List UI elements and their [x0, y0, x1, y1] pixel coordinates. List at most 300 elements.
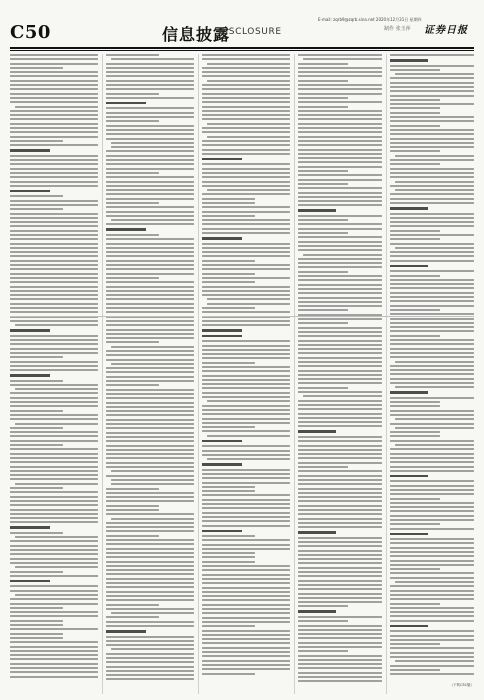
text-line	[390, 369, 474, 371]
text-line	[10, 448, 98, 450]
text-line	[202, 599, 290, 601]
text-line	[10, 384, 98, 386]
text-line	[111, 483, 194, 485]
text-line	[390, 202, 474, 204]
text-line	[395, 660, 474, 662]
text-line	[111, 142, 194, 144]
text-line	[298, 672, 382, 674]
text-line	[106, 176, 194, 178]
text-line	[106, 107, 194, 109]
text-line	[202, 651, 290, 653]
section-heading-line	[298, 209, 336, 212]
text-line	[390, 607, 474, 609]
text-line	[106, 337, 194, 339]
text-line	[390, 95, 474, 97]
text-line	[390, 112, 440, 114]
text-line	[106, 621, 194, 623]
text-line	[10, 181, 98, 183]
text-line	[10, 496, 98, 498]
section-heading-line	[202, 440, 242, 443]
text-line	[106, 457, 194, 459]
text-line	[390, 630, 474, 632]
text-line	[390, 99, 440, 101]
text-line	[10, 127, 98, 129]
text-line	[202, 228, 290, 230]
text-line	[202, 578, 290, 580]
text-line	[390, 305, 474, 307]
text-line	[390, 142, 474, 144]
text-line	[202, 535, 255, 537]
text-line	[298, 309, 348, 311]
text-line	[298, 505, 382, 507]
text-line	[10, 553, 98, 555]
text-line	[106, 530, 194, 532]
text-line	[106, 277, 159, 279]
text-line	[298, 663, 382, 665]
text-line	[390, 453, 474, 455]
text-line	[106, 380, 194, 382]
text-line	[202, 396, 290, 398]
text-line	[202, 131, 290, 133]
text-column-1	[10, 54, 98, 694]
text-line	[202, 569, 290, 571]
text-line	[106, 616, 159, 618]
text-line	[298, 228, 382, 230]
text-line	[202, 418, 290, 420]
text-line	[298, 297, 382, 299]
text-line	[106, 410, 194, 412]
text-line	[298, 391, 382, 393]
text-line	[202, 634, 290, 636]
text-line	[202, 544, 290, 546]
text-line	[106, 243, 194, 245]
text-line	[106, 264, 194, 266]
continued-note: （下转C51版）	[449, 683, 474, 687]
text-line	[10, 431, 98, 433]
text-line	[10, 509, 98, 511]
text-line	[10, 585, 98, 587]
text-line	[390, 590, 474, 592]
text-line	[111, 648, 194, 650]
text-line	[298, 413, 382, 415]
text-line	[298, 382, 382, 384]
text-line	[298, 275, 382, 277]
text-line	[10, 307, 98, 309]
text-line	[10, 234, 98, 236]
text-line	[202, 608, 290, 610]
text-line	[390, 251, 474, 253]
section-heading-line	[10, 374, 50, 377]
text-line	[10, 633, 63, 635]
text-line	[298, 258, 382, 260]
text-line	[10, 110, 98, 112]
text-line	[390, 150, 440, 152]
text-line	[106, 324, 194, 326]
text-line	[395, 361, 474, 363]
text-line	[106, 402, 194, 404]
text-line	[298, 492, 382, 494]
text-line	[106, 268, 194, 270]
text-line	[10, 195, 63, 197]
text-line	[395, 444, 474, 446]
text-line	[111, 470, 194, 472]
text-line	[202, 409, 290, 411]
text-line	[106, 670, 194, 672]
text-line	[202, 638, 290, 640]
text-line	[202, 454, 290, 456]
text-line	[298, 629, 382, 631]
text-line	[395, 181, 474, 183]
text-line	[106, 599, 194, 601]
section-heading-line	[106, 228, 146, 231]
text-line	[202, 353, 290, 355]
text-line	[10, 123, 98, 125]
text-line	[106, 120, 159, 122]
text-line	[202, 642, 290, 644]
text-line	[298, 400, 382, 402]
column-divider	[294, 54, 295, 694]
text-line	[298, 301, 382, 303]
article-divider	[10, 316, 194, 317]
text-line	[298, 479, 382, 481]
text-line	[106, 320, 194, 322]
text-line	[298, 550, 382, 552]
text-line	[10, 343, 98, 345]
text-line	[298, 71, 382, 73]
text-line	[202, 561, 255, 563]
text-line	[10, 67, 63, 69]
text-line	[298, 245, 382, 247]
text-line	[298, 593, 382, 595]
text-line	[298, 88, 382, 90]
text-line	[202, 405, 290, 407]
text-line	[298, 374, 382, 376]
text-line	[298, 140, 382, 142]
text-line	[390, 577, 474, 579]
text-line	[298, 123, 382, 125]
text-line	[202, 490, 255, 492]
text-line	[390, 238, 440, 240]
text-line	[207, 400, 290, 402]
text-line	[390, 665, 474, 667]
text-line	[202, 255, 290, 257]
text-line	[106, 341, 159, 343]
text-line	[390, 656, 474, 658]
text-line	[202, 362, 255, 364]
text-line	[111, 479, 194, 481]
text-line	[390, 279, 474, 281]
text-line	[298, 144, 382, 146]
text-line	[390, 326, 474, 328]
text-line	[10, 440, 98, 442]
text-line	[390, 86, 474, 88]
text-line	[390, 564, 474, 566]
text-line	[202, 54, 290, 56]
text-line	[202, 290, 290, 292]
article-divider	[202, 316, 474, 317]
text-line	[10, 290, 98, 292]
text-line	[106, 234, 159, 236]
text-line	[15, 106, 98, 108]
text-line	[298, 659, 382, 661]
text-line	[10, 260, 98, 262]
text-line	[298, 170, 348, 172]
text-line	[106, 311, 194, 313]
text-line	[106, 406, 194, 408]
text-line	[15, 324, 98, 326]
text-line	[390, 339, 474, 341]
text-line	[106, 636, 194, 638]
text-line	[106, 97, 194, 99]
text-line	[111, 346, 194, 348]
text-line	[390, 120, 474, 122]
text-line	[10, 637, 63, 639]
text-line	[106, 389, 194, 391]
text-line	[390, 603, 440, 605]
text-line	[390, 309, 440, 311]
text-line	[390, 82, 474, 84]
text-line	[106, 466, 194, 468]
brand-editor-credit: 制作 张玉萍	[384, 26, 411, 32]
text-line	[15, 536, 98, 538]
text-line	[10, 361, 98, 363]
text-line	[106, 329, 194, 331]
text-line	[390, 125, 440, 127]
text-line	[202, 176, 290, 178]
text-line	[390, 502, 474, 504]
text-line	[10, 410, 63, 412]
text-line	[390, 519, 474, 521]
text-line	[10, 663, 98, 665]
text-line	[298, 318, 382, 320]
text-line	[106, 350, 194, 352]
text-line	[390, 335, 440, 337]
text-line	[207, 123, 290, 125]
text-line	[390, 635, 474, 637]
text-line	[202, 193, 290, 195]
text-line	[10, 131, 98, 133]
text-line	[390, 365, 474, 367]
text-line	[298, 483, 382, 485]
text-line	[106, 133, 194, 135]
text-line	[390, 234, 474, 236]
text-line	[106, 561, 194, 563]
text-line	[202, 660, 290, 662]
text-line	[390, 493, 474, 495]
text-line	[390, 498, 440, 500]
text-line	[202, 617, 290, 619]
text-line	[202, 118, 290, 120]
text-line	[15, 388, 98, 390]
section-heading-line	[10, 526, 50, 529]
text-line	[298, 223, 382, 225]
text-line	[390, 435, 440, 437]
text-line	[202, 163, 290, 165]
text-line	[111, 146, 194, 148]
text-line	[10, 144, 98, 146]
text-line	[390, 77, 474, 79]
text-line	[298, 387, 348, 389]
text-line	[390, 348, 474, 350]
text-line	[202, 507, 290, 509]
text-line	[106, 582, 194, 584]
text-line	[10, 54, 98, 56]
text-line	[202, 655, 290, 657]
text-line	[106, 543, 194, 545]
text-line	[202, 185, 290, 187]
text-line	[390, 133, 474, 135]
text-line	[298, 676, 382, 678]
text-line	[202, 307, 255, 309]
text-line	[202, 215, 255, 217]
text-line	[390, 466, 474, 468]
text-line	[202, 413, 290, 415]
text-line	[106, 462, 194, 464]
text-line	[298, 157, 382, 159]
text-line	[298, 605, 348, 607]
text-line	[298, 266, 382, 268]
text-line	[298, 352, 382, 354]
text-line	[390, 594, 474, 596]
text-line	[106, 453, 194, 455]
text-line	[106, 75, 194, 77]
text-line	[202, 144, 290, 146]
text-line	[10, 558, 98, 560]
text-column-3	[202, 54, 290, 694]
text-line	[298, 421, 382, 423]
text-line	[390, 510, 474, 512]
text-line	[10, 641, 98, 643]
text-line	[202, 587, 290, 589]
text-line	[390, 260, 474, 262]
text-line	[10, 225, 98, 227]
text-line	[298, 288, 382, 290]
text-line	[298, 232, 348, 234]
text-line	[298, 361, 382, 363]
text-line	[298, 292, 382, 294]
text-line	[298, 625, 382, 627]
text-line	[10, 213, 98, 215]
text-line	[298, 417, 382, 419]
text-line	[298, 365, 382, 367]
text-line	[298, 344, 382, 346]
text-line	[390, 448, 474, 450]
text-line	[298, 174, 382, 176]
text-line	[207, 435, 290, 437]
text-line	[390, 480, 474, 482]
text-line	[106, 138, 194, 140]
text-line	[106, 247, 194, 249]
text-line	[395, 386, 474, 388]
text-line	[390, 69, 440, 71]
text-line	[106, 539, 194, 541]
text-line	[202, 127, 290, 129]
text-line	[298, 54, 382, 56]
text-line	[10, 339, 98, 341]
text-line	[10, 97, 98, 99]
text-line	[298, 370, 382, 372]
text-line	[298, 200, 382, 202]
section-title: 信息披露	[162, 25, 231, 44]
text-line	[390, 568, 440, 570]
text-line	[202, 664, 290, 666]
text-line	[298, 279, 382, 281]
text-line	[202, 604, 290, 606]
text-line	[298, 575, 382, 577]
text-line	[390, 198, 474, 200]
text-line	[390, 283, 474, 285]
text-line	[390, 168, 474, 170]
text-line	[10, 335, 98, 337]
text-line	[202, 324, 290, 326]
text-line	[106, 238, 194, 240]
text-line	[202, 375, 290, 377]
text-line	[106, 393, 194, 395]
text-line	[106, 172, 159, 174]
text-line	[106, 294, 194, 296]
text-line	[202, 243, 290, 245]
text-line	[298, 249, 382, 251]
text-line	[202, 286, 290, 288]
text-line	[298, 667, 382, 669]
text-line	[10, 176, 98, 178]
text-line	[15, 483, 98, 485]
text-line	[10, 200, 98, 202]
text-line	[106, 661, 194, 663]
text-line	[390, 489, 474, 491]
text-line	[202, 67, 290, 69]
text-line	[106, 586, 194, 588]
text-line	[298, 322, 348, 324]
text-line	[390, 410, 474, 412]
text-line	[202, 260, 255, 262]
text-line	[202, 281, 255, 283]
text-line	[10, 521, 98, 523]
text-line	[10, 646, 98, 648]
text-line	[15, 594, 98, 596]
text-line	[395, 247, 474, 249]
text-line	[395, 418, 474, 420]
text-line	[202, 430, 290, 432]
text-line	[390, 221, 474, 223]
text-line	[10, 667, 98, 669]
section-heading-line	[106, 102, 146, 105]
text-line	[106, 223, 194, 225]
text-line	[10, 185, 98, 187]
text-line	[106, 608, 194, 610]
text-line	[106, 500, 194, 502]
text-line	[10, 221, 98, 223]
text-line	[390, 401, 440, 403]
text-line	[10, 624, 63, 626]
column-divider	[198, 54, 199, 694]
text-line	[106, 678, 194, 680]
text-line	[10, 71, 98, 73]
text-line	[10, 311, 98, 313]
text-line	[106, 260, 194, 262]
text-line	[106, 666, 194, 668]
section-heading-line	[390, 207, 428, 210]
text-line	[390, 230, 440, 232]
text-line	[298, 241, 382, 243]
text-line	[298, 425, 382, 427]
text-line	[390, 107, 440, 109]
text-line	[10, 238, 98, 240]
text-line	[202, 114, 290, 116]
text-line	[390, 330, 474, 332]
text-line	[106, 419, 194, 421]
text-line	[10, 427, 63, 429]
